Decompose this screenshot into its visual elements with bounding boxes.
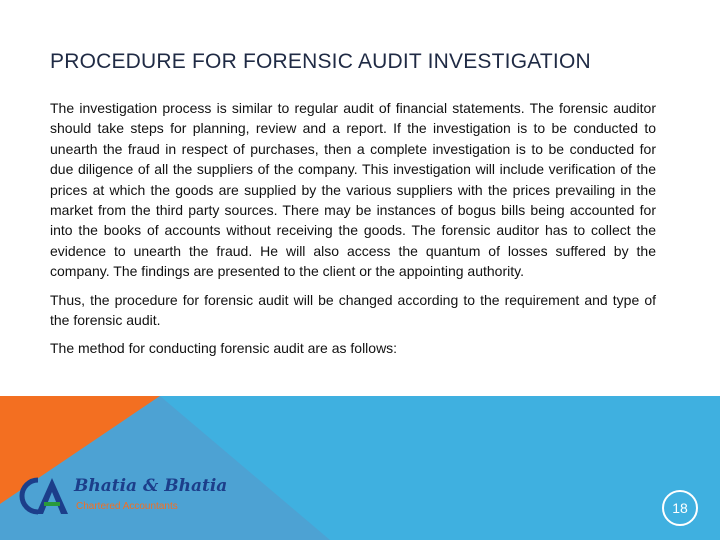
paragraph: Thus, the procedure for forensic audit will be changed according to the requirement and type of the forensic audit. (50, 291, 656, 329)
slide-body (50, 98, 656, 367)
paragraph: The method for conducting forensic audit are as follows: (50, 340, 398, 357)
paragraph: The investigation process is similar to regular audit of financial statements. The forensic auditor should take steps for planning, review and a report. If the investigation is to be conducted to unearth the fraud in respect of purchases, then a complete investigation is to be conducted for due diligence of all the suppliers of the company. This investigation will include verification of the prices at which the goods are supplied by the various suppliers with the prices prevailing in the market from the third party sources. There may be instances of bogus bills being accounted for into the books of accounts without receiving the goods. The forensic auditor has to collect the evidence to unearth the fraud. He will also access the quantum of losses suffered by the company. The findings are presented to the client or the appointing authority. (50, 100, 656, 280)
page-number-badge: 18 (662, 490, 698, 526)
slide-title: PROCEDURE FOR FORENSIC AUDIT INVESTIGATION (50, 50, 591, 73)
logo-name: Bhatia & Bhatia (74, 476, 228, 496)
company-logo (14, 474, 254, 518)
footer-background (0, 396, 720, 540)
logo-subtitle: Chartered Accountants (76, 501, 178, 512)
ca-logo-icon (14, 474, 74, 518)
footer-band (0, 396, 720, 540)
